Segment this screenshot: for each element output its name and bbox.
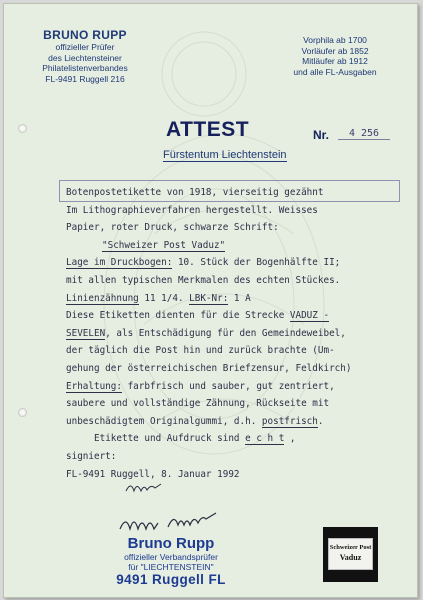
punch-hole-top (18, 124, 27, 133)
body-text: , als Entschädigung für den Gemeindeweibel, (105, 327, 346, 339)
handwritten-initials (124, 480, 164, 496)
body-line: Papier, roter Druck, schwarze Schrift: (66, 222, 279, 234)
body-line: Im Lithographieverfahren hergestellt. Weisses (66, 204, 318, 216)
examiner-stamp (96, 536, 246, 587)
punch-hole-bottom (18, 408, 27, 417)
specialties-header (275, 35, 395, 77)
stamp-title: offizieller Verbandsprüfer (124, 552, 218, 562)
section-label: Erhaltung: (66, 380, 122, 392)
body-line: gehung der österreichischen Briefzensur, Feldkirch) (66, 362, 352, 374)
body-text: , (284, 433, 296, 445)
certificate-body (66, 184, 411, 483)
body-text: farbfrisch und sauber, gut zentriert, (121, 380, 335, 392)
genuine-text: e c h t (245, 433, 285, 445)
body-text: . (317, 415, 324, 427)
body-text: 1 A (228, 292, 251, 304)
examiner-header (30, 28, 140, 84)
body-line: FL-9491 Ruggell, 8. Januar 1992 (66, 468, 240, 480)
label-line: Vaduz (339, 553, 362, 562)
route-text: SEVELEN (66, 327, 106, 339)
examiner-line: Philatelistenverbandes (42, 63, 128, 73)
condition-text: postfrisch (261, 415, 318, 427)
body-text: Diese Etiketten dienten für die Strecke (66, 310, 290, 322)
body-line: signiert: (66, 450, 117, 462)
stamp-address: 9491 Ruggell FL (116, 572, 226, 587)
body-line (66, 430, 411, 448)
section-label: LBK-Nr: (189, 292, 229, 304)
body-line (66, 307, 411, 325)
specialty-line: Mitläufer ab 1912 (302, 56, 368, 66)
stamp-title: für "LIECHTENSTEIN" (128, 562, 214, 572)
body-line (66, 325, 411, 343)
body-line (66, 413, 411, 431)
label-line: Schweizer Post (329, 544, 372, 551)
examiner-line: des Liechtensteiner (48, 52, 122, 63)
stamp-name: Bruno Rupp (127, 535, 215, 552)
document-subtitle: Fürstentum Liechtenstein (163, 149, 287, 161)
body-line (66, 254, 411, 272)
specialty-line: und alle FL-Ausgaben (293, 66, 377, 77)
route-text: VADUZ - (289, 310, 330, 322)
body-text: 11 1/4. (138, 292, 190, 304)
body-text: Etikette und Aufdruck sind (94, 433, 246, 445)
inscription-text: "Schweizer Post Vaduz" (102, 239, 226, 251)
examiner-line: offizieller Prüfer (55, 42, 115, 52)
body-line: saubere und vollständige Zähnung, Rückseite mit (66, 398, 330, 410)
examiner-name: BRUNO RUPP (43, 28, 127, 42)
body-line (66, 290, 411, 308)
label-photo (323, 527, 378, 582)
document-title: ATTEST (166, 118, 250, 141)
specialty-line: Vorphila ab 1700 (303, 35, 367, 45)
certificate-sheet (3, 3, 418, 598)
section-label: Lage im Druckbogen: (66, 257, 173, 269)
examiner-line: FL-9491 Ruggell 216 (45, 73, 125, 84)
section-label: Linienzähnung (66, 292, 139, 304)
body-line (66, 378, 411, 396)
specialty-line: Vorläufer ab 1852 (301, 45, 369, 56)
number-label: Nr. (313, 128, 330, 142)
body-line: der täglich die Post hin und zurück brachte (Um- (66, 345, 335, 357)
body-line (66, 237, 411, 255)
body-text: unbeschädigtem Originalgummi, d.h. (66, 415, 262, 427)
body-line: Botenpostetikette von 1918, vierseitig gezähnt (66, 187, 324, 198)
body-text: 10. Stück der Bogenhälfte II; (172, 257, 341, 269)
certificate-number: 4 256 (338, 128, 390, 140)
body-line: mit allen typischen Merkmalen des echten Stückes. (66, 274, 341, 286)
label-inscription (328, 538, 373, 570)
